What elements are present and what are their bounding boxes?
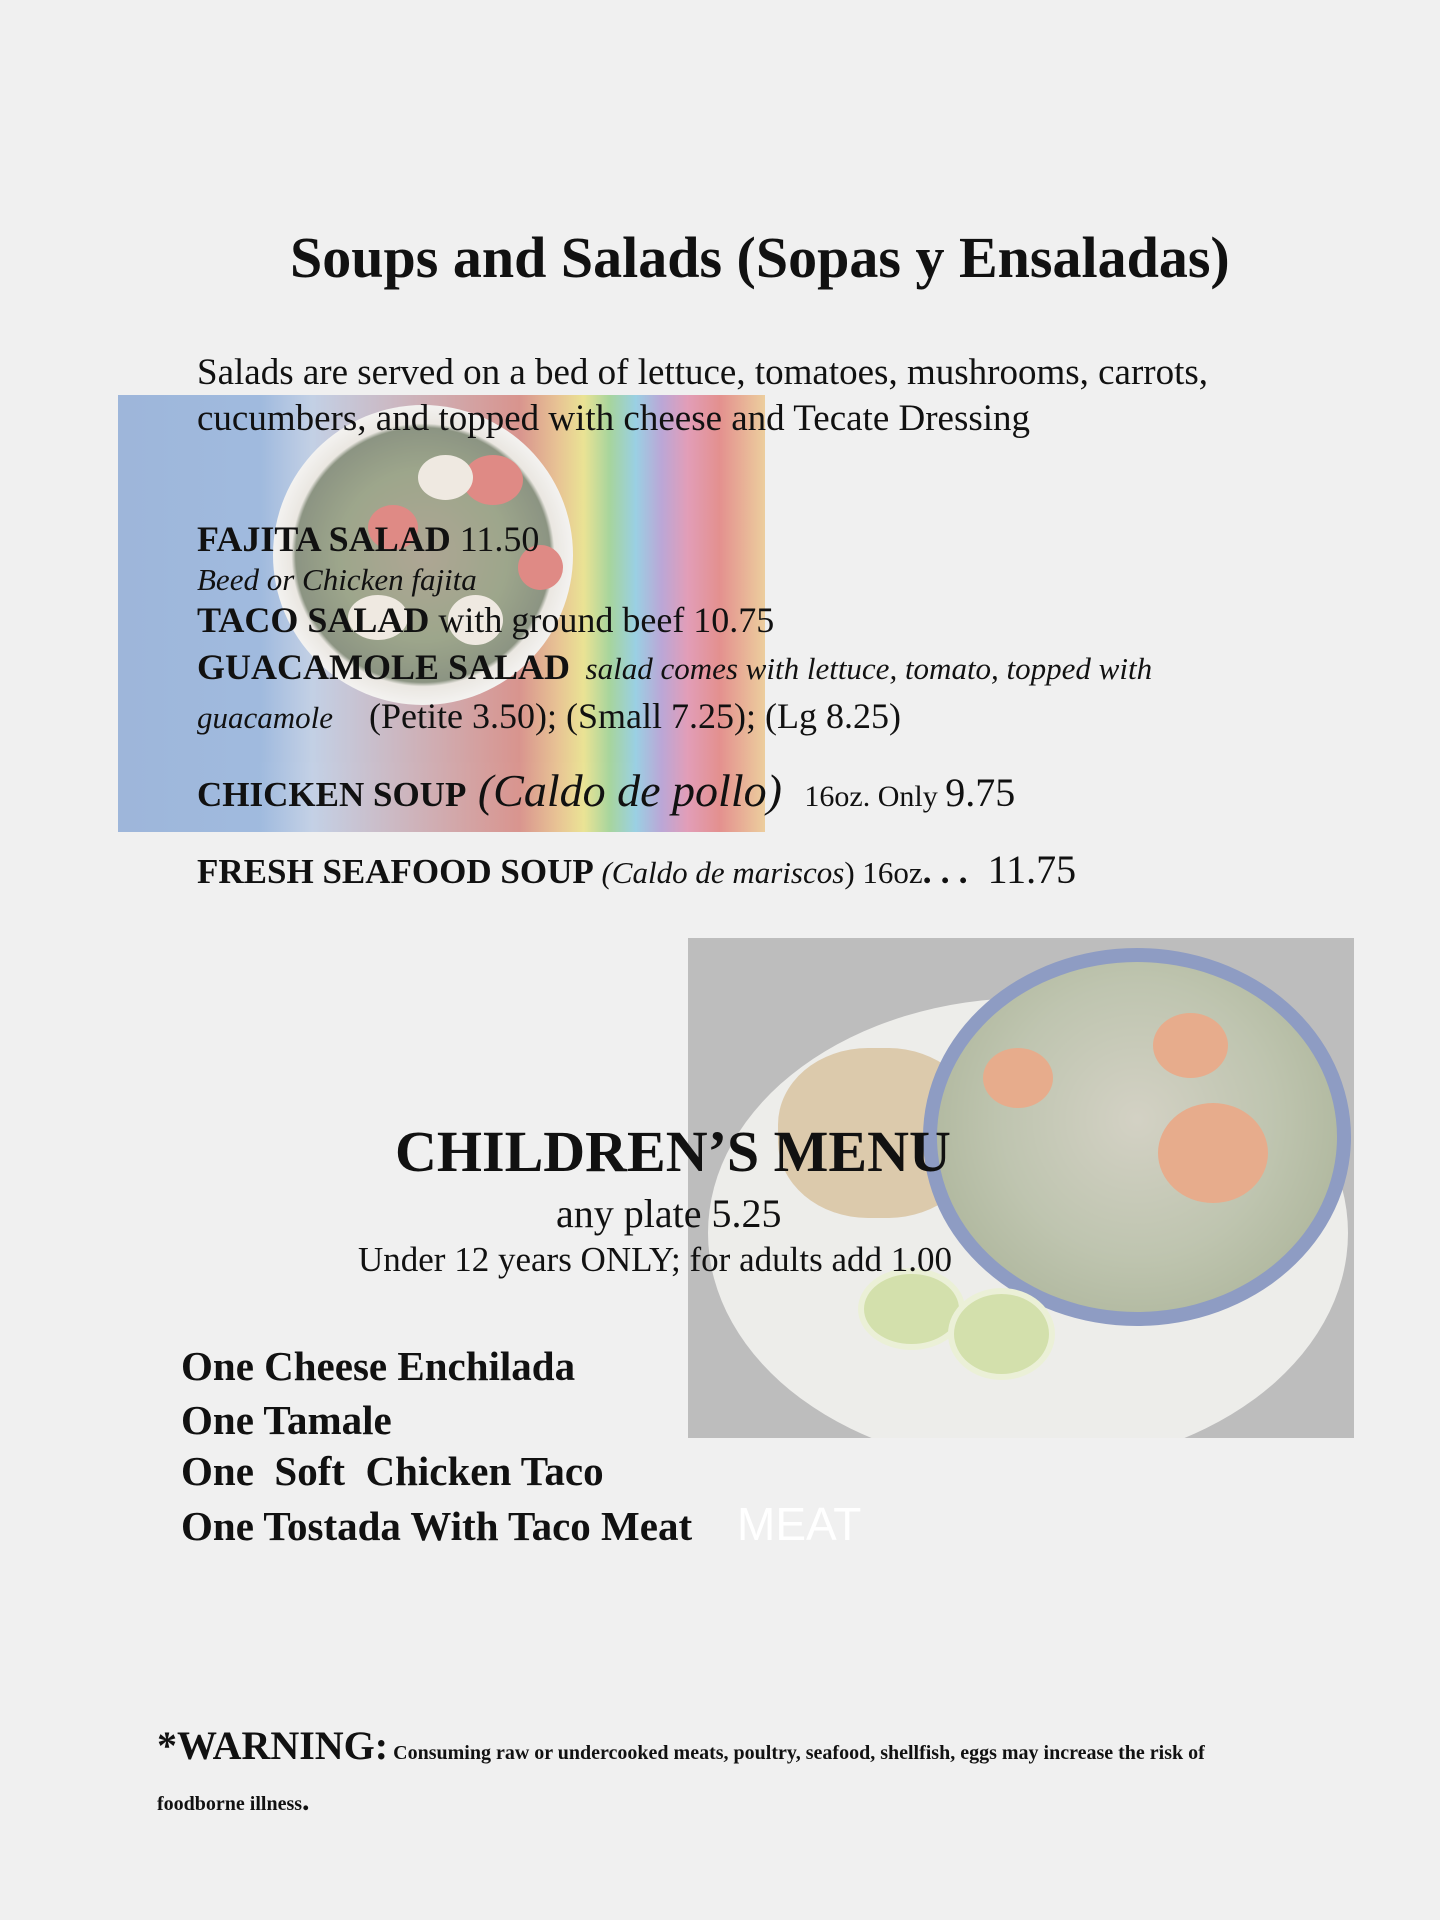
warning-text: foodborne illness	[157, 1793, 303, 1815]
item-name: TACO SALAD	[197, 600, 430, 640]
item-size: ) 16oz	[844, 855, 923, 890]
menu-item-chicken-soup	[197, 764, 1015, 817]
carrot-slice	[1158, 1103, 1268, 1203]
childrens-menu-item: One Tamale	[181, 1397, 392, 1443]
guacamole-sizes-line	[197, 695, 901, 737]
item-price: 11.50	[450, 519, 540, 559]
salads-intro-line: cucumbers, and topped with cheese and Tecate Dressing	[197, 398, 1031, 439]
menu-item-guacamole-salad	[197, 646, 1152, 688]
item-detail: with ground beef 10.75	[429, 600, 775, 640]
carrot-slice	[983, 1048, 1053, 1108]
item-name: GUACAMOLE SALAD	[197, 647, 571, 687]
item-name: FRESH SEAFOOD SOUP	[197, 852, 594, 891]
page-title: Soups and Salads (Sopas y Ensaladas)	[290, 225, 1230, 290]
childrens-menu-note: Under 12 years ONLY; for adults add 1.00	[358, 1240, 952, 1279]
warning-text: Consuming raw or undercooked meats, poultry, seafood, shellfish, eggs may increase the risk of	[388, 1742, 1205, 1764]
childrens-menu-item: One Soft Chicken Taco	[181, 1448, 604, 1494]
childrens-menu-title: CHILDREN’S MENU	[395, 1119, 951, 1184]
item-description: Beed or Chicken fajita	[197, 562, 477, 597]
soup-photo	[688, 938, 1354, 1438]
ghost-text: MEAT	[737, 1498, 862, 1550]
childrens-menu-item: One Cheese Enchilada	[181, 1343, 576, 1389]
salads-intro	[197, 350, 1297, 442]
item-spanish-name: (Caldo de mariscos	[593, 855, 845, 890]
warning-notice	[157, 1722, 1307, 1769]
item-description: guacamole	[197, 700, 334, 735]
item-dots: . . .	[922, 851, 968, 891]
item-spanish-name: (Caldo de pollo)	[466, 765, 782, 816]
item-price: 9.75	[945, 770, 1016, 815]
childrens-menu-price: any plate 5.25	[556, 1191, 782, 1236]
warning-period: .	[302, 1784, 310, 1817]
salads-intro-line: Salads are served on a bed of lettuce, tomatoes, mushrooms, carrots,	[197, 352, 1209, 393]
item-name: FAJITA SALAD	[197, 519, 451, 559]
item-price: 11.75	[967, 847, 1077, 892]
item-sizes: (Petite 3.50); (Small 7.25); (Lg 8.25)	[333, 696, 901, 736]
warning-text-continued	[157, 1784, 310, 1818]
mushroom-slice	[418, 455, 473, 500]
warning-label: *WARNING:	[157, 1723, 389, 1768]
menu-item-seafood-soup	[197, 846, 1076, 893]
menu-item-fajita-salad	[197, 518, 539, 560]
soup-bowl	[923, 948, 1351, 1326]
lime-wedge	[948, 1288, 1055, 1380]
item-description: salad comes with lettuce, tomato, topped with	[570, 651, 1153, 686]
item-size: 16oz. Only	[781, 780, 946, 813]
childrens-menu-item: One Tostada With Taco Meat	[181, 1503, 693, 1549]
menu-item-taco-salad	[197, 599, 774, 641]
item-name: CHICKEN SOUP	[197, 775, 467, 814]
carrot-slice	[1153, 1013, 1228, 1078]
